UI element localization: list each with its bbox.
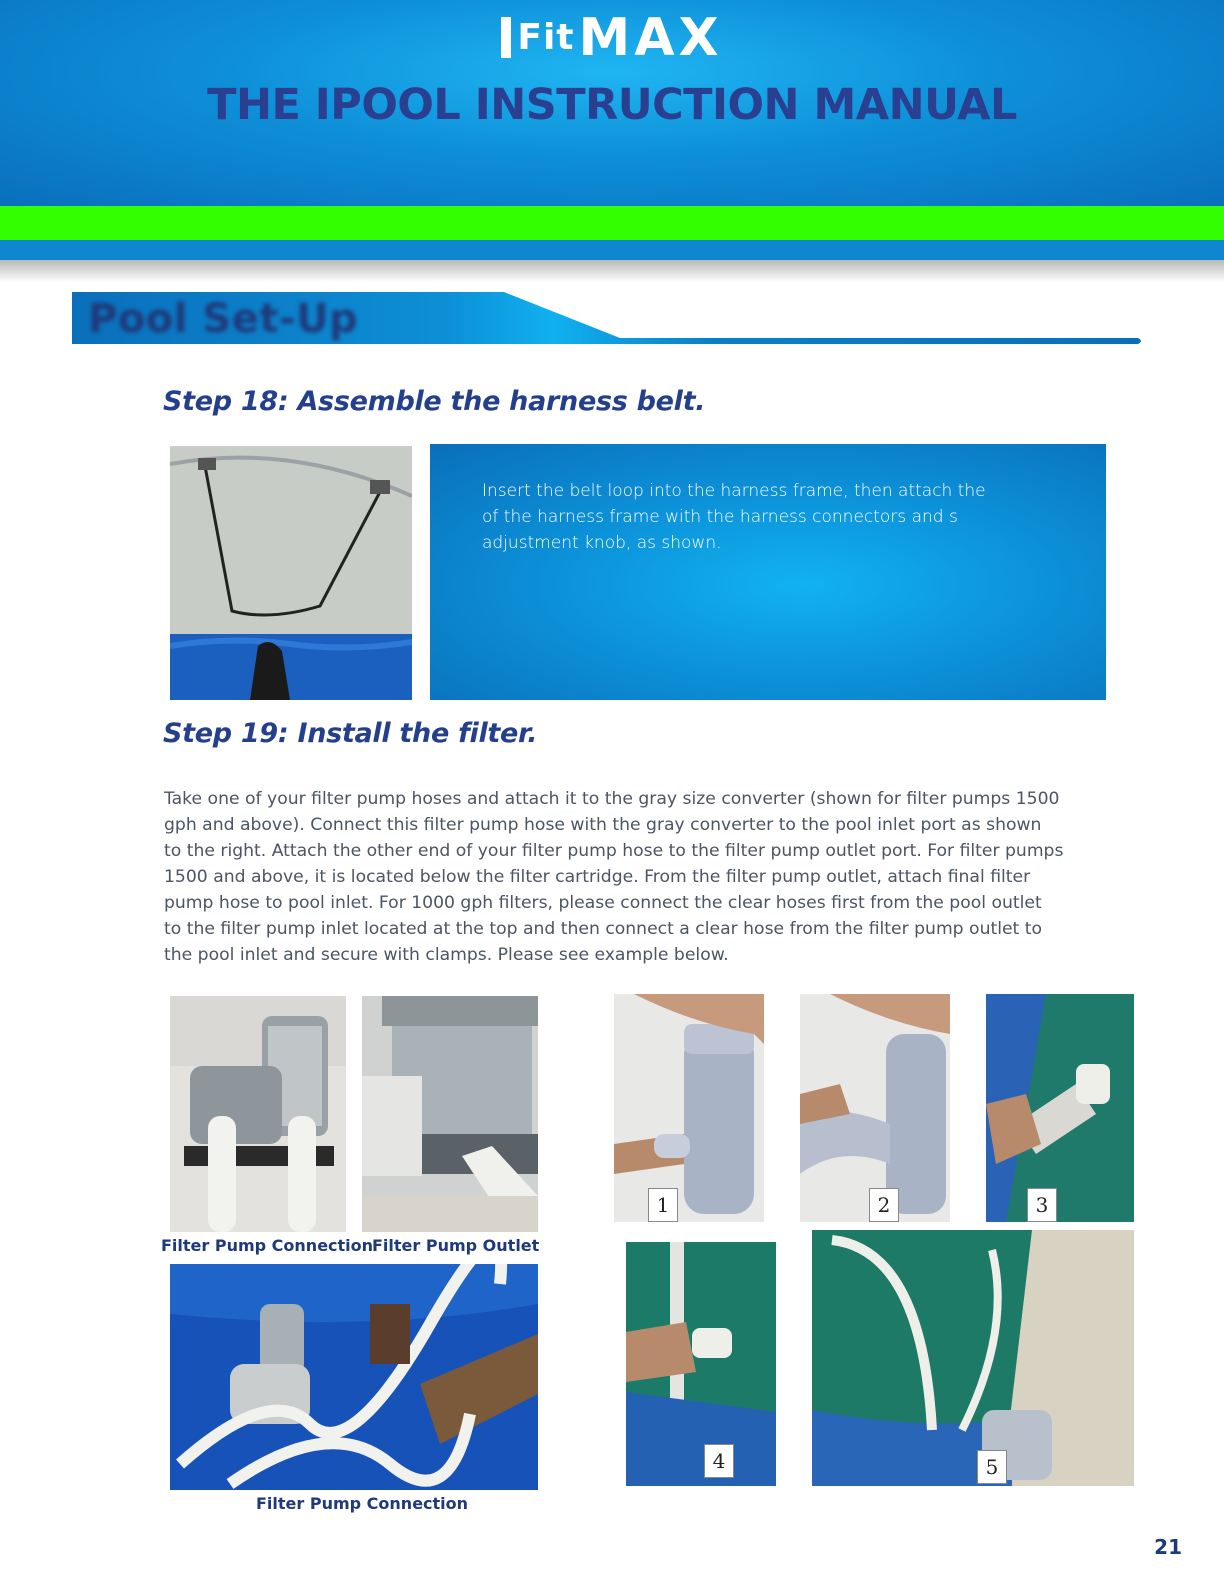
header-blue-stripe: [0, 240, 1224, 260]
logo-max: MAX: [578, 8, 723, 68]
brand-logo: [0, 8, 1224, 68]
step-number-4: 4: [704, 1444, 734, 1478]
filter-pump-outlet-photo: [362, 996, 538, 1232]
step-number-1: 1: [648, 1188, 678, 1222]
caption-filter-pump-connection: Filter Pump Connection: [161, 1236, 374, 1255]
step-18-text: Insert the belt loop into the harness frame, then attach the of the harness frame with the harness connectors and s adjustment knob, as shown.: [482, 481, 986, 553]
step-number-2: 2: [869, 1188, 899, 1222]
step-number-3: 3: [1027, 1188, 1057, 1222]
section-title: Pool Set-Up: [88, 296, 359, 342]
step-19-heading: Step 19: Install the filter.: [163, 718, 538, 749]
page-header: [0, 0, 1224, 206]
filter-pump-connection-wide-photo: [170, 1264, 538, 1490]
header-shadow: [0, 260, 1224, 282]
page-number: 21: [1154, 1535, 1182, 1559]
header-green-stripe: [0, 206, 1224, 240]
harness-belt-photo: [170, 446, 412, 700]
step-photo-3: [986, 994, 1134, 1222]
step-photo-4: [626, 1242, 776, 1486]
logo-fit: Fit: [501, 17, 574, 58]
step-18-heading: Step 18: Assemble the harness belt.: [163, 386, 706, 417]
caption-filter-pump-outlet: Filter Pump Outlet: [372, 1236, 540, 1255]
filter-pump-connection-photo: [170, 996, 346, 1232]
step-18-instruction-box: [430, 444, 1106, 700]
caption-filter-pump-connection-2: Filter Pump Connection: [256, 1494, 469, 1513]
step-photo-5: [812, 1230, 1134, 1486]
step-19-text: Take one of your filter pump hoses and attach it to the gray size converter (shown for filter pumps 1500 gph and above). Connect this filter pump hose with the gray converter to the pool inlet port as shown to the right. Attach the other end of your filter pump hose to the filter pump outlet port. For filter pumps 1500 and above, it is located below the filter cartridge. From the filter pump outlet, attach final filter pump hose to pool inlet. For 1000 gph filters, please connect the clear hoses first from the pool outlet to the filter pump inlet located at the top and then connect a clear hose from the filter pump outlet to the pool inlet and secure with clamps. Please see example below.: [164, 789, 1064, 965]
manual-title: THE IPOOL INSTRUCTION MANUAL: [207, 80, 1017, 130]
step-number-5: 5: [977, 1450, 1007, 1484]
step-photo-1: [614, 994, 764, 1222]
